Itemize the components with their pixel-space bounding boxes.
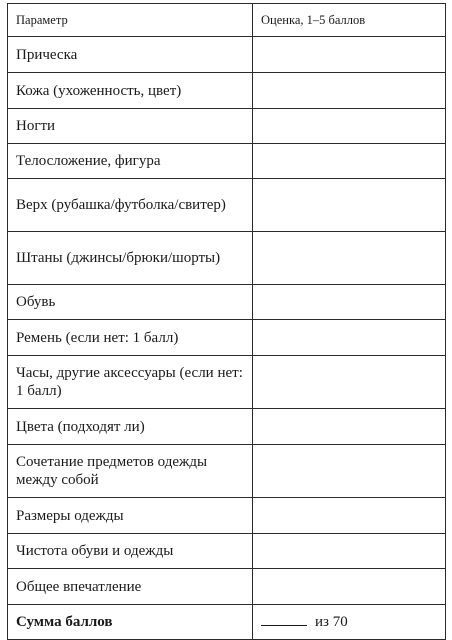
- score-cell[interactable]: [253, 144, 446, 179]
- param-label: Часы, другие аксессуары (если нет: 1 балл): [8, 356, 253, 409]
- param-label: Прическа: [8, 37, 253, 73]
- table-row: [8, 144, 446, 179]
- param-label: Обувь: [8, 285, 253, 320]
- score-cell[interactable]: [253, 320, 446, 356]
- score-header: Оценка, 1–5 баллов: [253, 4, 446, 37]
- score-cell[interactable]: [253, 73, 446, 109]
- param-label: Телосложение, фигура: [8, 144, 253, 179]
- score-cell[interactable]: [253, 409, 446, 445]
- param-label: Цвета (подходят ли): [8, 409, 253, 445]
- total-value: из 70: [315, 614, 348, 630]
- param-label: Кожа (ухоженность, цвет): [8, 73, 253, 109]
- table-row: [8, 498, 446, 534]
- total-label: Сумма баллов: [8, 605, 253, 640]
- param-label: Штаны (джинсы/брюки/шорты): [8, 232, 253, 285]
- table-row: [8, 285, 446, 320]
- table-row: [8, 37, 446, 73]
- score-cell[interactable]: [253, 232, 446, 285]
- score-cell[interactable]: [253, 37, 446, 73]
- score-cell[interactable]: [253, 285, 446, 320]
- score-cell[interactable]: [253, 356, 446, 409]
- table-row: [8, 409, 446, 445]
- table-row: [8, 356, 446, 409]
- table-row: [8, 232, 446, 285]
- table-row: [8, 534, 446, 569]
- param-label: Верх (рубашка/футболка/свитер): [8, 179, 253, 232]
- table-row: [8, 445, 446, 498]
- param-label: Ремень (если нет: 1 балл): [8, 320, 253, 356]
- total-blank[interactable]: [261, 613, 307, 626]
- score-cell[interactable]: [253, 569, 446, 605]
- table-row: [8, 73, 446, 109]
- total-row: [8, 605, 446, 640]
- score-cell[interactable]: [253, 498, 446, 534]
- score-cell[interactable]: [253, 179, 446, 232]
- param-label: Чистота обуви и одежды: [8, 534, 253, 569]
- param-label: Размеры одежды: [8, 498, 253, 534]
- score-cell[interactable]: [253, 109, 446, 144]
- param-label: Сочетание предметов одежды между собой: [8, 445, 253, 498]
- evaluation-table: [7, 3, 446, 640]
- param-header: Параметр: [8, 4, 253, 37]
- total-cell[interactable]: [253, 605, 446, 640]
- header-row: [8, 4, 446, 37]
- score-cell[interactable]: [253, 534, 446, 569]
- param-label: Ногти: [8, 109, 253, 144]
- param-label: Общее впечатление: [8, 569, 253, 605]
- score-cell[interactable]: [253, 445, 446, 498]
- table-row: [8, 320, 446, 356]
- table-row: [8, 569, 446, 605]
- table-row: [8, 109, 446, 144]
- table-row: [8, 179, 446, 232]
